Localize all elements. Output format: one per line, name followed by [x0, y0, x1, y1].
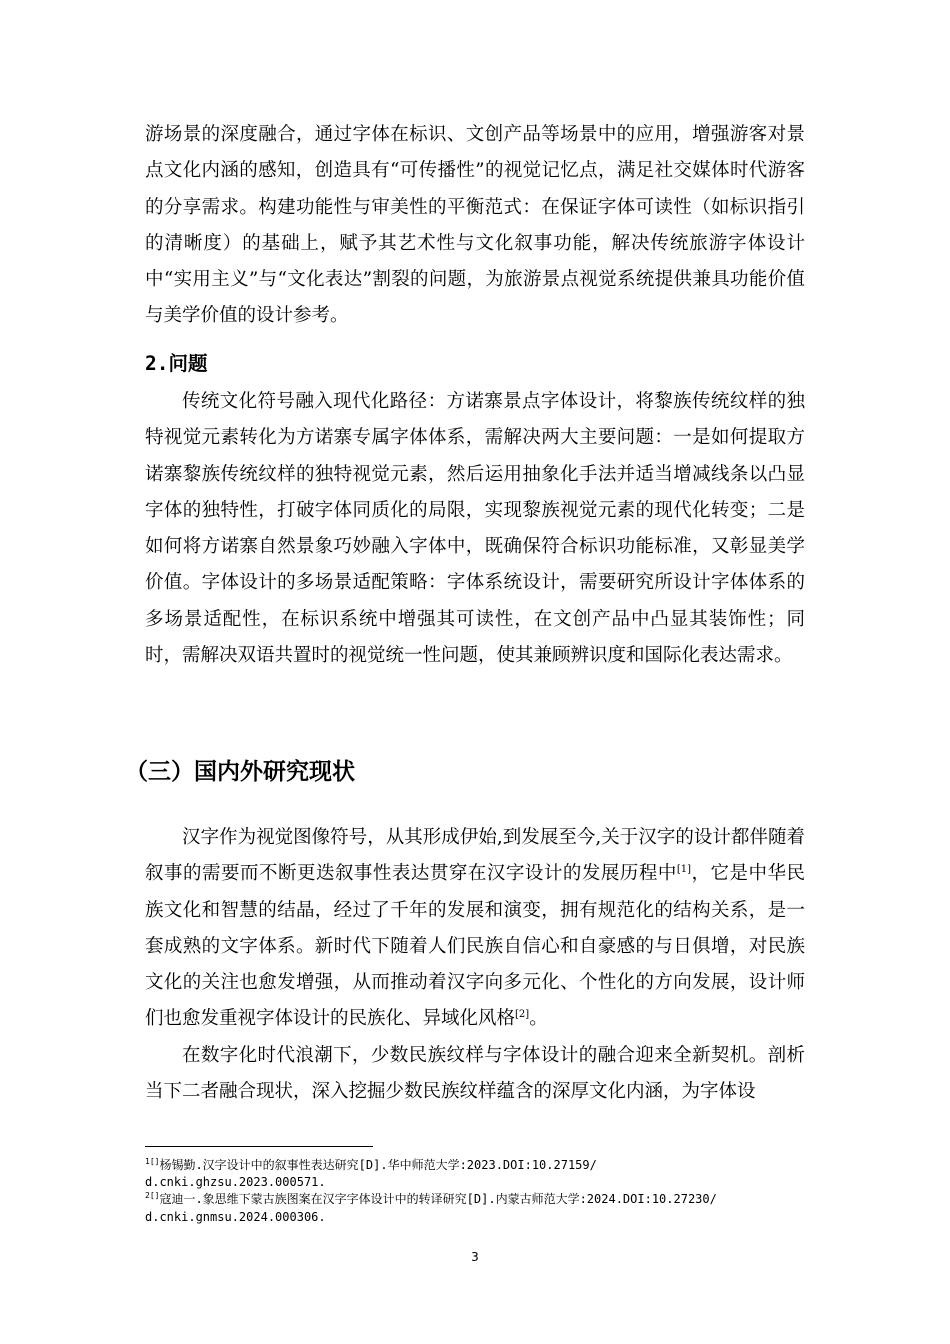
footnote-text: d.cnki.gnmsu.2024.000306.: [145, 1209, 326, 1224]
footnote-text: d.cnki.ghzsu.2023.000571.: [145, 1175, 326, 1190]
paragraph-research-1: [145, 820, 805, 1038]
paragraph-text: 汉字作为视觉图像符号，从其形成伊始,到发展至今,关于汉字的设计都伴随着叙事的需要而不断更迭叙事性表达贯穿在汉字设计的发展历程中: [145, 827, 805, 885]
footnote-text: 寇迪一.象思维下蒙古族图案在汉字字体设计中的转译研究[D].内蒙古师范大学:2024.DOI:10.27230/: [159, 1192, 717, 1207]
subheading-problem: 2.问题: [145, 352, 208, 375]
paragraph-problem: 传统文化符号融入现代化路径：方诺寨景点字体设计，将黎族传统纹样的独特视觉元素转化为方诺寨专属字体体系，需解决两大主要问题：一是如何提取方诺寨黎族传统纹样的独特视觉元素，然后运用抽象化手法并适当增减线条以凸显字体的独特性，打破字体同质化的局限，实现黎族视觉元素的现代化转变；二是如何将方诺寨自然景象巧妙融入字体中，既确保符合标识功能标准，又彰显美学价值。字体设计的多场景适配策略：字体系统设计，需要研究所设计字体体系的多场景适配性，在标识系统中增强其可读性，在文创产品中凸显其装饰性；同时，需解决双语共置时的视觉统一性问题，使其兼顾辨识度和国际化表达需求。: [145, 391, 805, 667]
footnote-number: 2[]: [145, 1191, 160, 1201]
footnote-2: [145, 1191, 810, 1225]
footnote-1: [145, 1157, 810, 1191]
footnote-number: 1[]: [145, 1157, 160, 1166]
footnote-text: 杨锡勤.汉字设计中的叙事性表达研究[D].华中师范大学:2023.DOI:10.27159/: [159, 1158, 597, 1172]
footnote-reference-2[interactable]: [2]: [515, 1009, 530, 1021]
footnotes: [145, 1157, 810, 1226]
paragraph-objectives: 游场景的深度融合，通过字体在标识、文创产品等场景中的应用，增强游客对景点文化内涵的感知，创造具有“可传播性”的视觉记忆点，满足社交媒体时代游客的分享需求。构建功能性与审美性的平衡范式：在保证字体可读性（如标识指引的清晰度）的基础上，赋予其艺术性与文化叙事功能，解决传统旅游字体设计中“实用主义”与“文化表达”割裂的问题，为旅游景点视觉系统提供兼具功能价值与美学价值的设计参考。: [145, 124, 805, 327]
paragraph-research-2: 在数字化时代浪潮下，少数民族纹样与字体设计的融合迎来全新契机。剖析当下二者融合现状，深入挖掘少数民族纹样蕴含的深厚文化内涵，为字体设: [145, 1045, 805, 1103]
section-heading-research-status: （三）国内外研究现状: [125, 759, 355, 785]
footnote-divider: [145, 1146, 373, 1147]
page-number: 3: [471, 1250, 479, 1264]
paragraph-text: 。: [529, 1008, 548, 1030]
paragraph-text: ，它是中华民族文化和智慧的结晶，经过了千年的发展和演变，拥有规范化的结构关系，是一套成熟的文字体系。新时代下随着人们民族自信心和自豪感的与日俱增，对民族文化的关注也愈发增强，从而推动着汉字向多元化、个性化的方向发展，设计师们也愈发重视字体设计的民族化、异域化风格: [145, 863, 805, 1030]
footnote-reference-1[interactable]: [1]: [676, 864, 692, 876]
